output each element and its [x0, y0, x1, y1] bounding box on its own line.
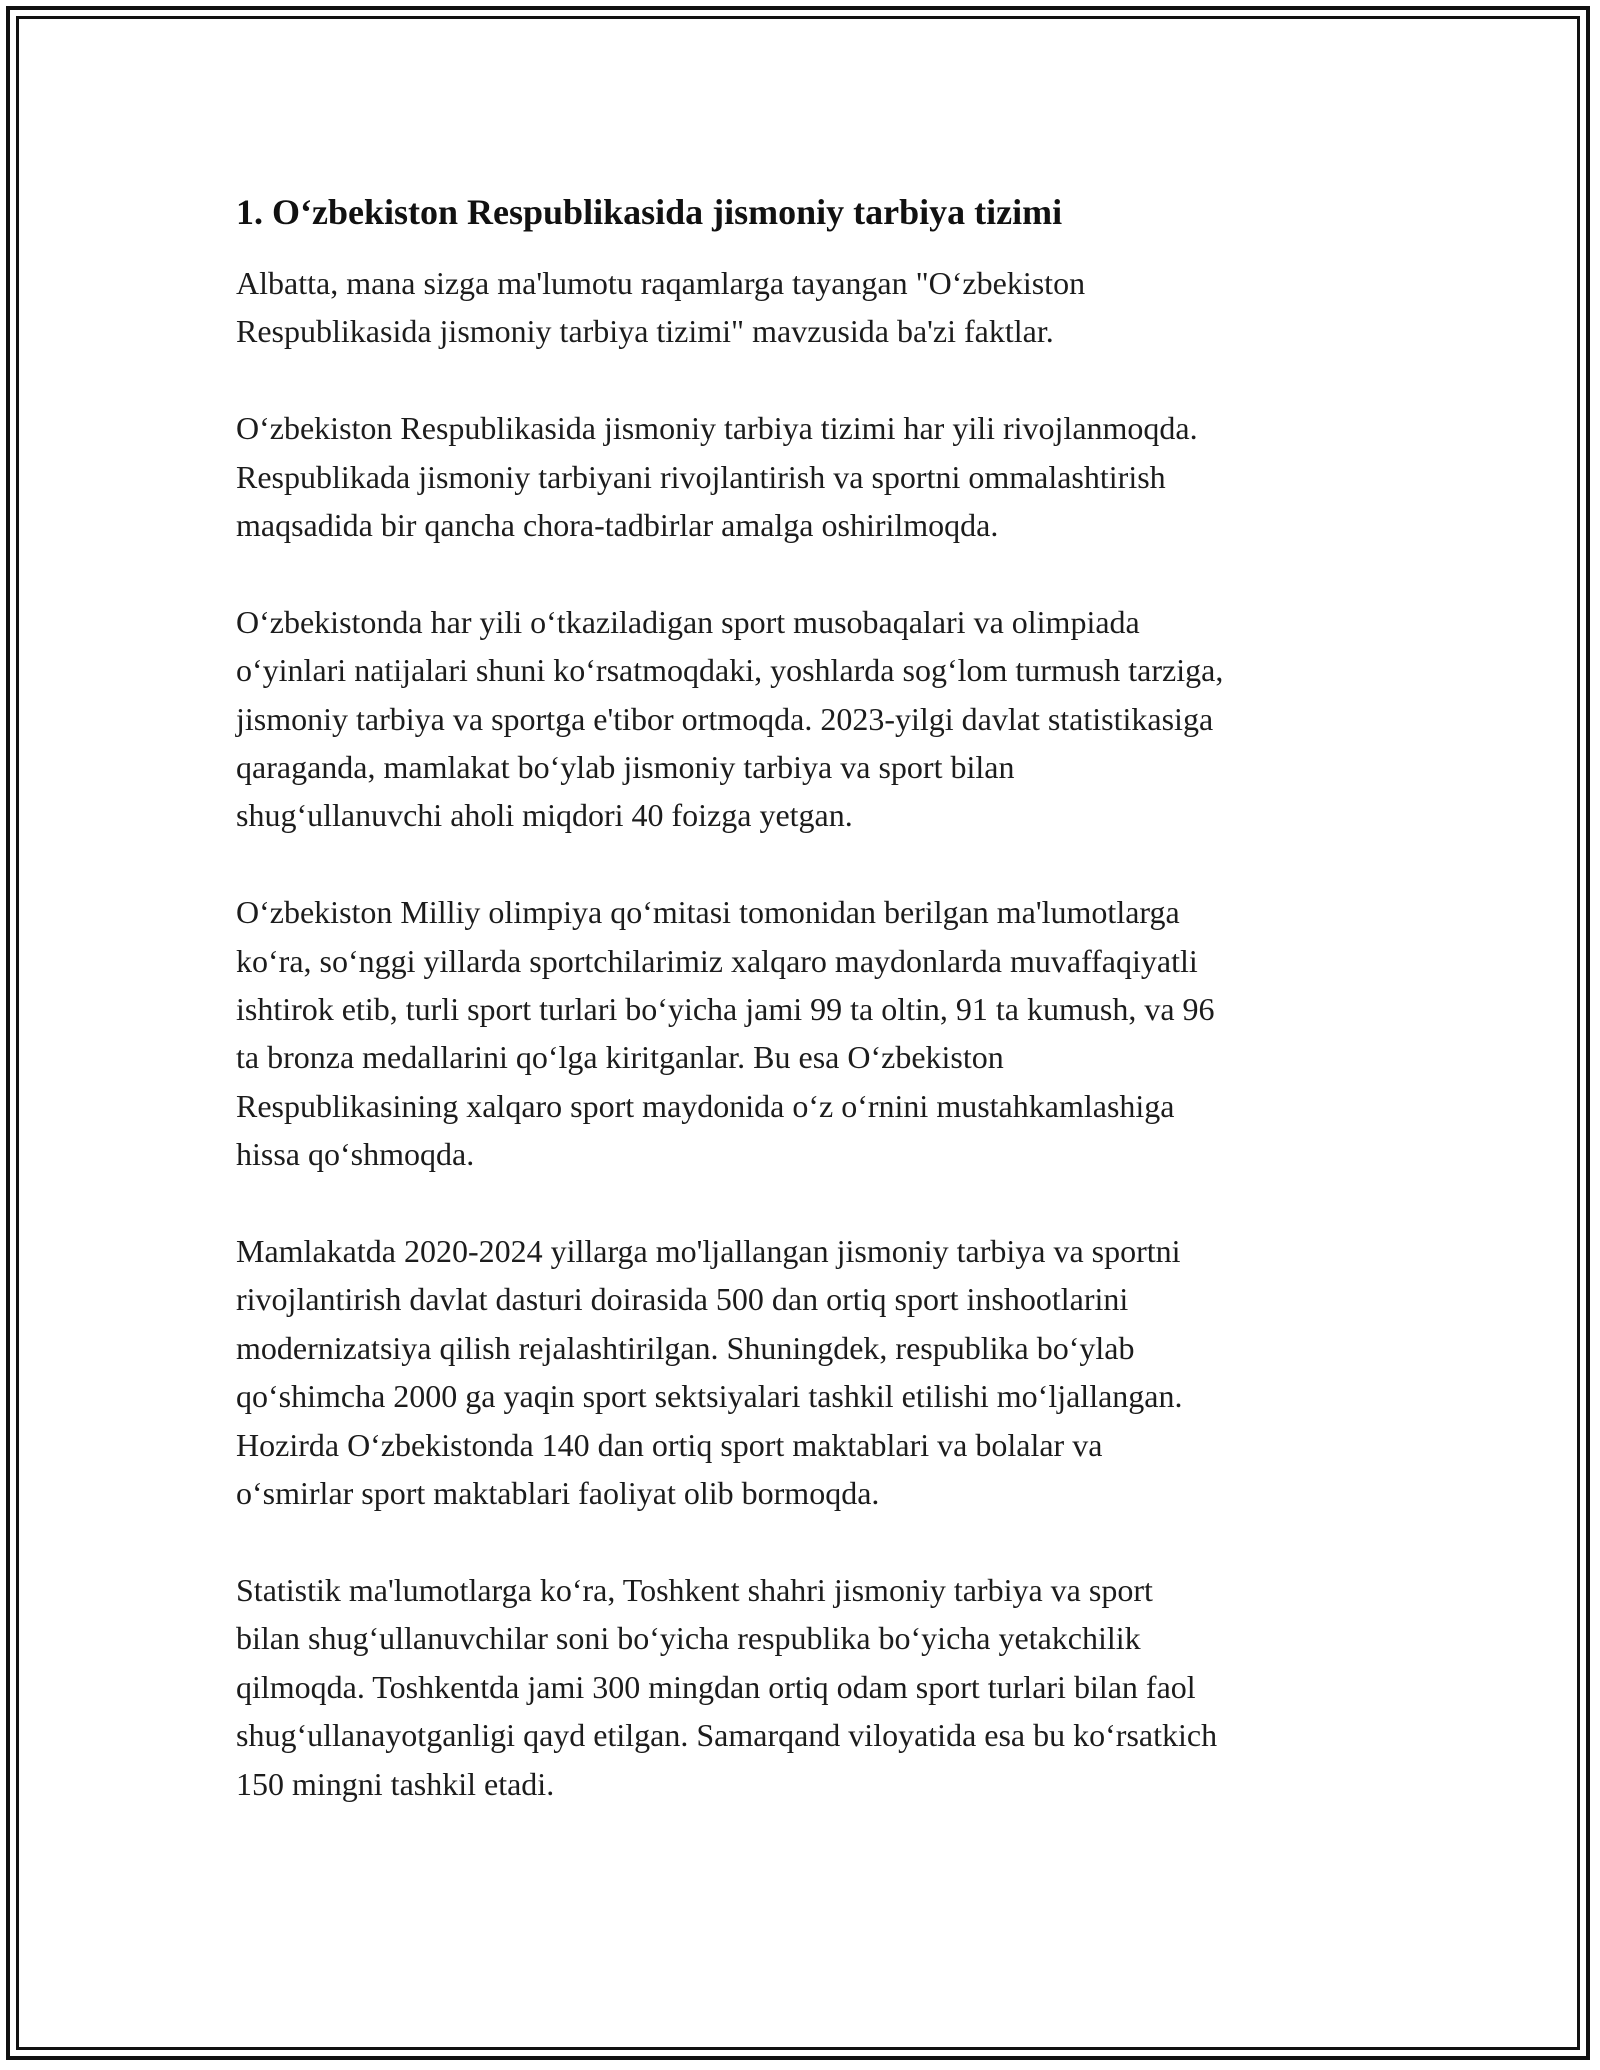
paragraph-statistics: O‘zbekistonda har yili o‘tkaziladigan sport musobaqalari va olimpiada o‘yinlari natijalari shuni ko‘rsatmoqdaki, yoshlarda sog‘lom turmush tarziga, jismoniy tarbiya va sportga e'tibor ortmoqda. 2023-yilgi davlat statistikasiga qaraganda, mamlakat bo‘ylab jismoniy tarbiya va sport bilan shug‘ullanuvchi aholi miqdori 40 foizga yetgan.: [236, 603, 1224, 834]
document-body: [236, 188, 1376, 1856]
paragraph-development: O‘zbekiston Respublikasida jismoniy tarbiya tizimi har yili rivojlanmoqda. Respublikada jismoniy tarbiyani rivojlantirish va sportni ommalashtirish maqsadida bir qancha chora-tadbirlar amalga oshirilmoqda.: [236, 410, 1198, 544]
document-title: 1. O‘zbekiston Respublikasida jismoniy tarbiya tizimi: [236, 192, 1063, 232]
paragraph-olympic-medals: O‘zbekiston Milliy olimpiya qo‘mitasi tomonidan berilgan ma'lumotlarga ko‘ra, so‘nggi yillarda sportchilarimiz xalqaro maydonlarda muvaffaqiyatli ishtirok etib, turli sport turlari bo‘yicha jami 99 ta oltin, 91 ta kumush, va 96 ta bronza medallarini qo‘lga kiritganlar. Bu esa O‘zbekiston Respublikasining xalqaro sport maydonida o‘z o‘rnini mustahkamlashiga hissa qo‘shmoqda.: [236, 894, 1215, 1173]
paragraph-regional-stats: Statistik ma'lumotlarga ko‘ra, Toshkent shahri jismoniy tarbiya va sport bilan shug‘ullanuvchilar soni bo‘yicha respublika bo‘yicha yetakchilik qilmoqda. Toshkentda jami 300 mingdan ortiq odam sport turlari bilan faol shug‘ullanayotganligi qayd etilgan. Samarqand viloyatida esa bu ko‘rsatkich 150 mingni tashkil etadi.: [236, 1571, 1218, 1802]
paragraph-state-program: Mamlakatda 2020-2024 yillarga mo'ljallangan jismoniy tarbiya va sportni rivojlantirish davlat dasturi doirasida 500 dan ortiq sport inshootlarini modernizatsiya qilish rejalashtirilgan. Shuningdek, respublika bo‘ylab qo‘shimcha 2000 ga yaqin sport sektsiyalari tashkil etilishi mo‘ljallangan. Hozirda O‘zbekistonda 140 dan ortiq sport maktablari va bolalar va o‘smirlar sport maktablari faoliyat olib bormoqda.: [236, 1233, 1183, 1512]
paragraph-intro: Albatta, mana sizga ma'lumotu raqamlarga tayangan "O‘zbekiston Respublikasida jismoniy tarbiya tizimi" mavzusida ba'zi faktlar.: [236, 265, 1086, 350]
